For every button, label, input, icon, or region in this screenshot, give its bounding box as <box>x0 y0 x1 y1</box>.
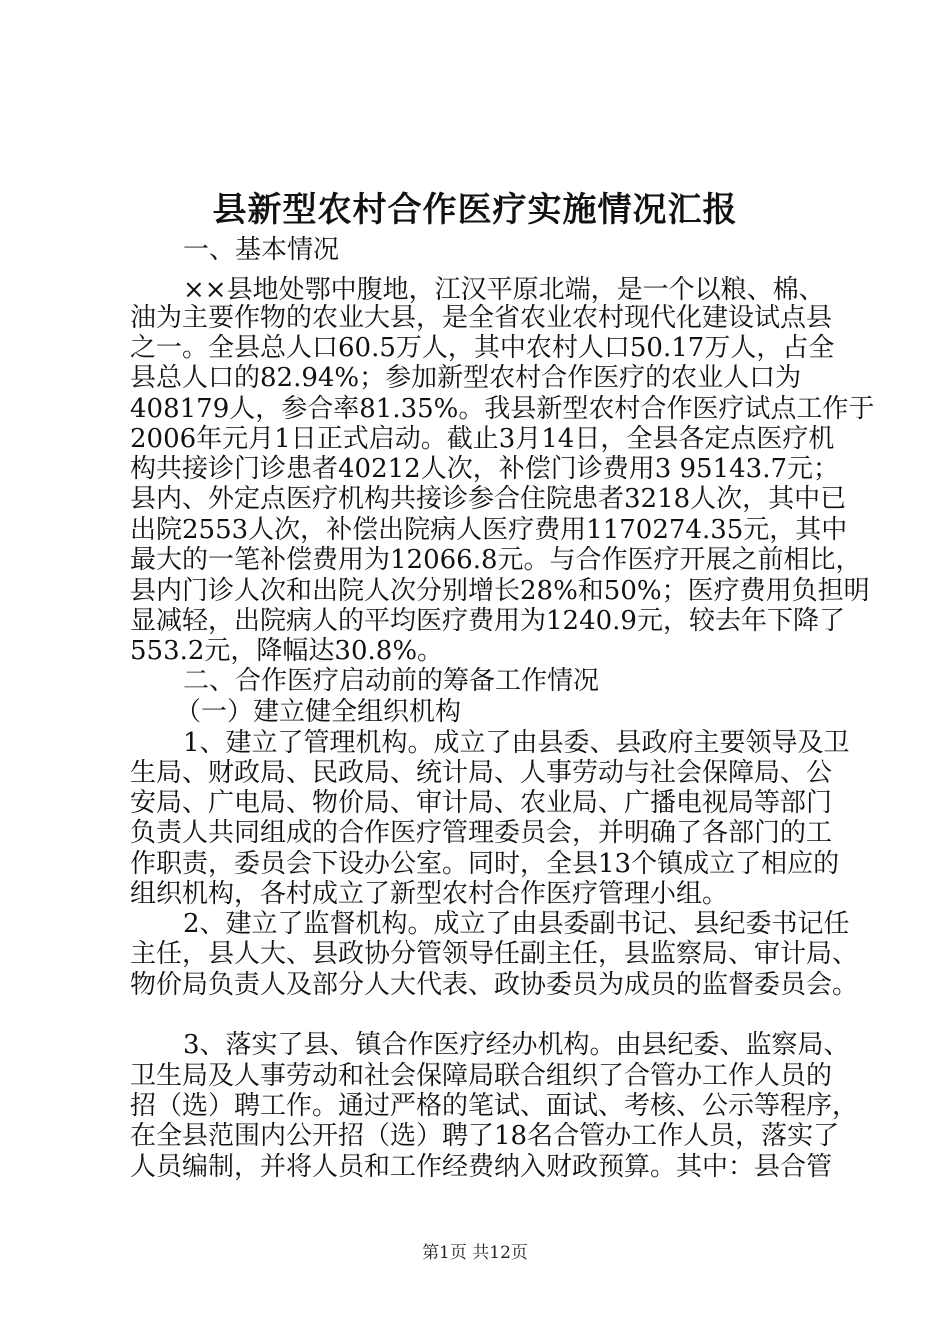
paragraph-line: 在全县范围内公开招（选）聘了18名合管办工作人员，落实了 <box>130 1121 840 1151</box>
paragraph-line: 出院2553人次，补偿出院病人医疗费用1170274.35元，其中 <box>130 515 848 545</box>
paragraph-line: 负责人共同组成的合作医疗管理委员会，并明确了各部门的工 <box>130 818 833 848</box>
subsection-heading: （一）建立健全组织机构 <box>175 697 462 727</box>
section-heading: 二、合作医疗启动前的筹备工作情况 <box>183 666 600 696</box>
paragraph-line: 1、建立了管理机构。成立了由县委、县政府主要领导及卫 <box>183 728 850 758</box>
paragraph-line: 组织机构，各村成立了新型农村合作医疗管理小组。 <box>130 879 729 909</box>
paragraph-line: 作职责，委员会下设办公室。同时，全县13个镇成立了相应的 <box>130 849 840 879</box>
paragraph-line: 构共接诊门诊患者40212人次，补偿门诊费用3 95143.7元； <box>130 454 840 484</box>
paragraph-line: 县内、外定点医疗机构共接诊参合住院患者3218人次，其中已 <box>130 484 847 514</box>
paragraph-line: 最大的一笔补偿费用为12066.8元。与合作医疗开展之前相比， <box>130 545 862 575</box>
paragraph-line: 县总人口的82.94%；参加新型农村合作医疗的农业人口为 <box>130 363 802 393</box>
paragraph-line: 主任，县人大、县政协分管领导任副主任，县监察局、审计局、 <box>130 939 859 969</box>
paragraph-line: 2、建立了监督机构。成立了由县委副书记、县纪委书记任 <box>183 909 850 939</box>
paragraph-line: 2006年元月1日正式启动。截止3月14日，全县各定点医疗机 <box>130 424 835 454</box>
paragraph-line: 3、落实了县、镇合作医疗经办机构。由县纪委、监察局、 <box>183 1030 850 1060</box>
section-heading: 一、基本情况 <box>183 235 340 265</box>
paragraph-line: 卫生局及人事劳动和社会保障局联合组织了合管办工作人员的 <box>130 1061 833 1091</box>
paragraph-line: 安局、广电局、物价局、审计局、农业局、广播电视局等部门 <box>130 788 833 818</box>
paragraph-line: 之一。全县总人口60.5万人，其中农村人口50.17万人，占全 <box>130 333 835 363</box>
paragraph-line: 油为主要作物的农业大县，是全省农业农村现代化建设试点县 <box>130 303 833 333</box>
paragraph-line: 物价局负责人及部分人大代表、政协委员为成员的监督委员会。 <box>130 970 859 1000</box>
paragraph-line: ××县地处鄂中腹地，江汉平原北端，是一个以粮、棉、 <box>183 275 825 305</box>
paragraph-line: 生局、财政局、民政局、统计局、人事劳动与社会保障局、公 <box>130 758 833 788</box>
paragraph-line: 显减轻，出院病人的平均医疗费用为1240.9元，较去年下降了 <box>130 606 845 636</box>
paragraph-line: 招（选）聘工作。通过严格的笔试、面试、考核、公示等程序， <box>130 1091 859 1121</box>
paragraph-line: 人员编制，并将人员和工作经费纳入财政预算。其中：县合管 <box>130 1152 833 1182</box>
document-title: 县新型农村合作医疗实施情况汇报 <box>212 190 738 230</box>
paragraph-line: 县内门诊人次和出院人次分别增长28%和50%；医疗费用负担明 <box>130 576 870 606</box>
paragraph-line: 553.2元，降幅达30.8%。 <box>130 636 444 666</box>
page-number-footer: 第1页 共12页 <box>422 1243 528 1263</box>
paragraph-line: 408179人，参合率81.35%。我县新型农村合作医疗试点工作于 <box>130 394 875 424</box>
